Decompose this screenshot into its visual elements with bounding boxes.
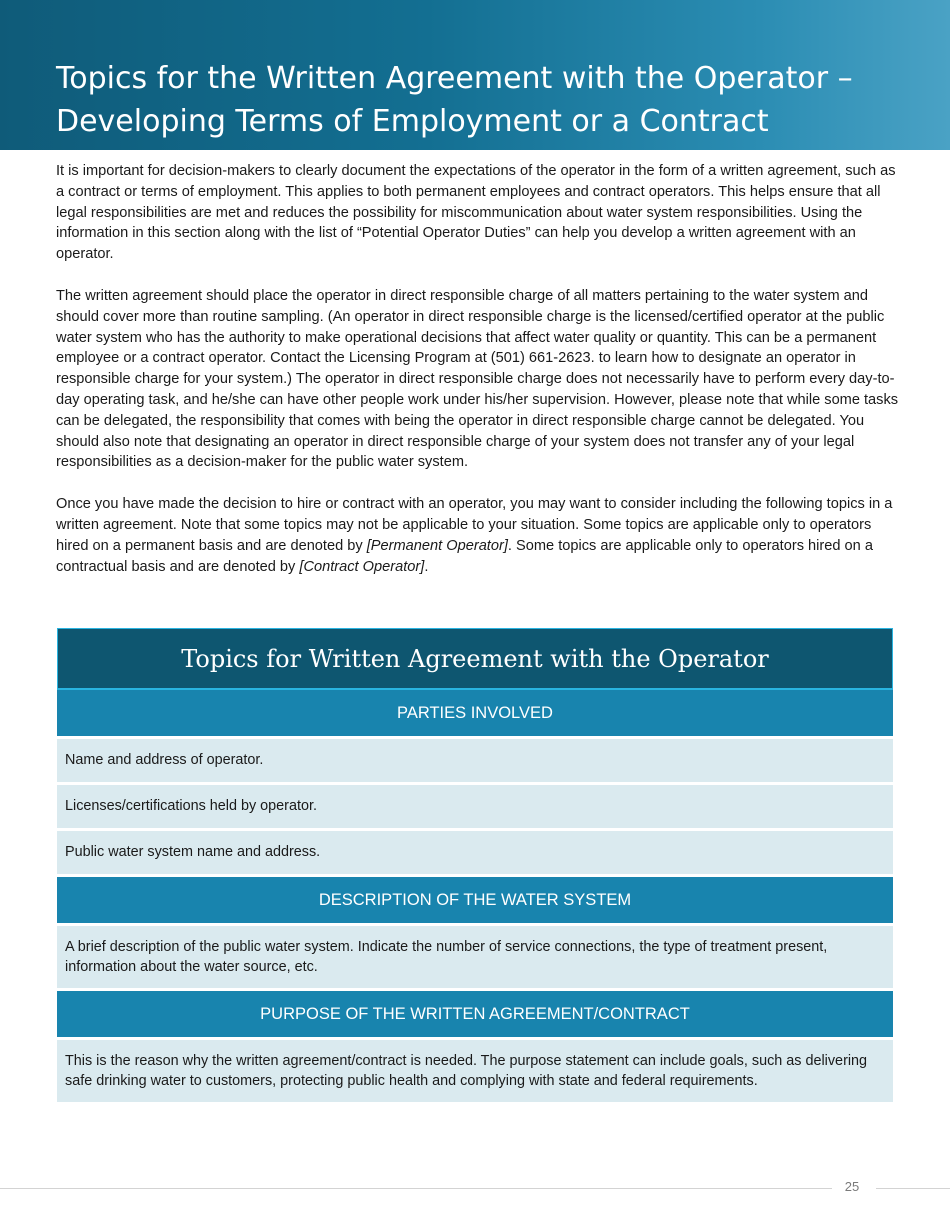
intro-paragraph-3-part-3: .	[424, 558, 429, 575]
table-row: Public water system name and address.	[57, 831, 893, 874]
section-heading-water-system-description: DESCRIPTION OF THE WATER SYSTEM	[57, 877, 893, 923]
page-title	[56, 57, 926, 143]
intro-paragraph-3-part-2: . Some topics are applicable only to operators hired on a contractual basis and are denoted by	[56, 537, 873, 575]
permanent-operator-note: [Permanent Operator]	[366, 537, 508, 554]
page-title-line-2: Developing Terms of Employment or a Contract	[56, 104, 769, 139]
intro-paragraph-3-part-1: Once you have made the decision to hire or contract with an operator, you may want to consider including the following topics in a written agreement. Note that some topics may not be applicable to your situation. Some topics are applicable only to operators hired on a permanent basis and are denoted by	[56, 496, 893, 554]
intro-text	[56, 161, 901, 598]
section-heading-agreement-purpose: PURPOSE OF THE WRITTEN AGREEMENT/CONTRACT	[57, 991, 893, 1037]
table-row: This is the reason why the written agreement/contract is needed. The purpose statement can include goals, such as delivering safe drinking water to customers, protecting public health and complying with state and federal requirements.	[57, 1040, 893, 1102]
table-title-row	[57, 628, 893, 690]
table-row: A brief description of the public water system. Indicate the number of service connections, the type of treatment present, information about the water source, etc.	[57, 926, 893, 988]
page-number: 25	[844, 1179, 860, 1194]
intro-paragraph-3	[56, 494, 901, 577]
header-banner	[0, 0, 950, 150]
page-title-line-1: Topics for the Written Agreement with the Operator –	[56, 61, 853, 96]
intro-paragraph-1: It is important for decision-makers to clearly document the expectations of the operator in the form of a written agreement, such as a contract or terms of employment. This applies to both permanent employees and contract operators. This helps ensure that all legal responsibilities are met and reduces the possibility for miscommunication about water system responsibilities. Using the information in this section along with the list of “Potential Operator Duties” can help you develop a written agreement with an operator.	[56, 163, 896, 263]
footer-divider-right	[876, 1188, 950, 1189]
intro-paragraph-2: The written agreement should place the operator in direct responsible charge of all matters pertaining to the water system and should cover more than routine sampling. (An operator in direct responsible charge is the licensed/certified operator at the public water system who has the authority to make operational decisions that affect water quality or quantity. This can be a permanent employee or a contract operator. Contact the Licensing Program at (501) 661-2623. to learn how to designate an operator in responsible charge for your system.) The operator in direct responsible charge does not necessarily have to perform every day-to-day operating task, and he/she can have other people work under his/her supervision. However, please note that while some tasks can be delegated, the responsibility that comes with being the operator in direct responsible charge cannot be delegated. You should also note that designating an operator in direct responsible charge of your system does not transfer any of your legal responsibilities as a decision-maker for the public water system.	[56, 287, 899, 471]
table-row: Licenses/certifications held by operator.	[57, 785, 893, 828]
contract-operator-note: [Contract Operator]	[299, 558, 425, 575]
table-title: Topics for Written Agreement with the Operator	[181, 644, 769, 673]
footer-divider-left	[0, 1188, 832, 1189]
section-heading-parties-involved: PARTIES INVOLVED	[57, 690, 893, 736]
topics-table	[57, 628, 893, 1105]
table-row: Name and address of operator.	[57, 739, 893, 782]
